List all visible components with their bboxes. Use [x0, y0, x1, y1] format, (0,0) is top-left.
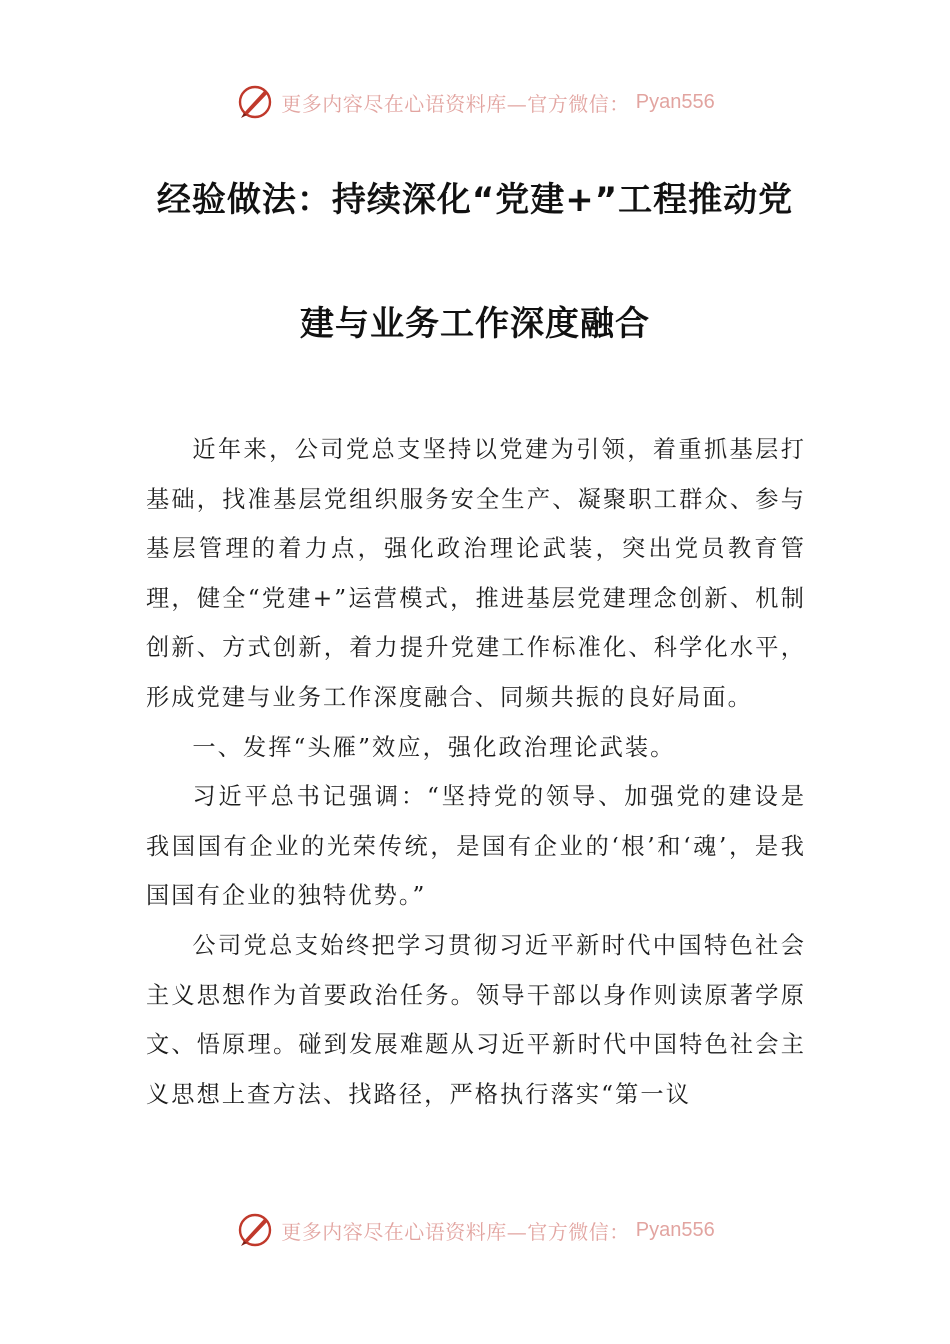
body-paragraph: 近年来，公司党总支坚持以党建为引领，着重抓基层打基础，找准基层党组织服务安全生产、凝聚职工群众、参与基层管理的着力点，强化政治理论武装，突出党员教育管理，健全“党建+”运营模式，推进基层党建理念创新、机制创新、方式创新，着力提升党建工作标准化、科学化水平，形成党建与业务工作深度融合、同频共振的良好局面。	[146, 436, 806, 711]
watermark-handle: Pyan556	[635, 90, 715, 113]
watermark-text: 更多内容尽在心语资料库—官方微信：	[281, 91, 630, 116]
quill-pen-icon	[235, 1210, 275, 1250]
document-title-line-1: 经验做法：持续深化“党建+”工程推动党	[156, 180, 794, 220]
watermark-text: 更多内容尽在心语资料库—官方微信：	[281, 1219, 630, 1244]
quill-pen-icon	[235, 82, 275, 122]
watermark-footer	[0, 1206, 950, 1254]
document-body	[146, 425, 806, 1119]
watermark-handle: Pyan556	[635, 1218, 715, 1241]
body-paragraph: 公司党总支始终把学习贯彻习近平新时代中国特色社会主义思想作为首要政治任务。领导干部以身作则读原著学原文、悟原理。碰到发展难题从习近平新时代中国特色社会主义思想上查方法、找路径，严格执行落实“第一议	[146, 931, 806, 1108]
body-paragraph: 习近平总书记强调：“坚持党的领导、加强党的建设是我国国有企业的光荣传统，是国有企业的‘根’和‘魂’，是我国国有企业的独特优势。”	[146, 783, 806, 910]
document-title-line-2: 建与业务工作深度融合	[300, 304, 650, 344]
watermark-header	[0, 78, 950, 126]
section-heading: 一、发挥“头雁”效应，强化政治理论武装。	[192, 733, 676, 761]
